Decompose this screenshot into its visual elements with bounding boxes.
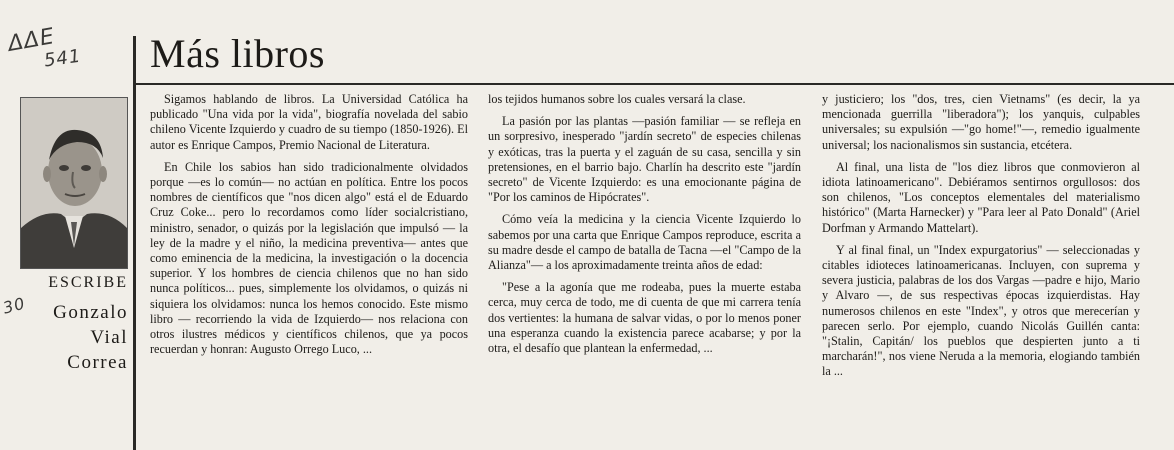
author-photo	[20, 97, 128, 269]
paragraph: los tejidos humanos sobre los cuales versará la clase.	[488, 92, 746, 106]
paragraph: Al final, una lista de "los diez libros que conmovieron al idiota latinoamericano". Debiéramos sentirnos orgullosos: dos son chilenos, "Los conceptos elementales del materialismo histórico" (Marta Harnecker) y "Para leer al Pato Donald" (Ariel Dorfman y Armando Mattelart).	[822, 159, 1140, 235]
paragraph: La pasión por las plantas —pasión familiar — se refleja en un sorpresivo, inesperado "jardín secreto" de especies chilenas y exóticas, tras la puerta y el zaguán de su casa, sencilla y sin pretensiones, en el barrio bajo. Charlín ha descrito este "jardín secreto" de Vicente Izquierdo: es una emocionante página de "Por los caminos de Hipócrates".	[488, 114, 801, 205]
headline-underline-rule	[133, 83, 1174, 85]
paragraph: "Pese a la agonía que me rodeaba, pues la muerte estaba cerca, muy cerca de todo, me di cuenta de que mi carrera tenía dos vertientes: la humana de salvar vidas, o por lo menos poner una esperanza cuando la existencia parece acabarse; y por la otra, el desafío que plantean la enfermedad, ...	[488, 280, 801, 356]
article-column-3	[822, 92, 1140, 387]
author-middle-name: Vial	[90, 327, 128, 348]
author-last-name: Correa	[67, 352, 128, 373]
paragraph: Cómo veía la medicina y la ciencia Vicente Izquierdo lo sabemos por una carta que Enrique Campos reproduce, escrita a su madre desde el campo de batalla de Tacna —el "Campo de la Alianza"— a los aproximadamente treinta años de edad:	[488, 212, 801, 273]
article-column-1	[150, 92, 468, 364]
vertical-column-rule	[133, 36, 136, 450]
byline-label: ESCRIBE	[48, 274, 128, 291]
handwritten-archive-number: 541	[42, 45, 83, 72]
handwritten-page-mark: 30	[0, 293, 28, 318]
author-first-name: Gonzalo	[53, 302, 128, 323]
paragraph: En Chile los sabios han sido tradicionalmente olvidados porque —es lo común— no actúan en política. Entre los pocos nombres de científicos que "nos dicen algo" está el de Eduardo Cruz Coke... pero lo recordamos como líder socialcristiano, ministro, senador, o quizás por la legislación que impulsó — la ley de la madre y el niño, la medicina preventiva— antes que como eminencia de la medicina, la investigación o la docencia superior. Y los hombres de ciencia chilenos que no han sido nunca políticos... pues, simplemente los olvidamos, o quizás ni siquiera los olvidamos: nunca los hemos conocido. Este mismo libro — recorriendo la vida de Izquierdo— nos relaciona con otros ilustres médicos y científicos chilenos, que ya pocos recuerdan y honran: Augusto Orrego Luco, ...	[150, 159, 468, 357]
paragraph: y justiciero; los "dos, tres, cien Vietnams" (es decir, la ya mencionada guerrilla "liberadora"); los yanquis, culpables universales; su expulsión —"go home!"—, remedio igualmente universal; los nacionalismos sin sustancia, etcétera.	[822, 92, 1140, 152]
handwritten-archive-code: ΔΔE	[6, 24, 57, 57]
article-column-2	[488, 92, 801, 363]
paragraph: Sigamos hablando de libros. La Universidad Católica ha publicado "Una vida por la vida", biografía novelada del sabio chileno Vicente Izquierdo y cuadro de su tiempo (1850-1926). El autor es Enrique Campos, Premio Nacional de Literatura.	[150, 92, 468, 152]
article-title: Más libros	[150, 31, 325, 76]
paragraph: Y al final final, un "Index expurgatorius" — seleccionadas y citables idioteces latinoamericanas. Incluyen, con suprema y severa justicia, palabras de los dos Vargas —padre e hijo, Mario y Alvaro —, de sus respectivas épocas izquierdistas. Hay numerosos chilenos en este "Index", y otros que merecerían y parecen serlo. Por ejemplo, cuando Nicolás Guillén canta: "¡Stalin, Capitán/ los pueblos que despierten junto a ti marcharán!", nos viene Neruda a la memoria, elogiando también la ...	[822, 242, 1140, 379]
